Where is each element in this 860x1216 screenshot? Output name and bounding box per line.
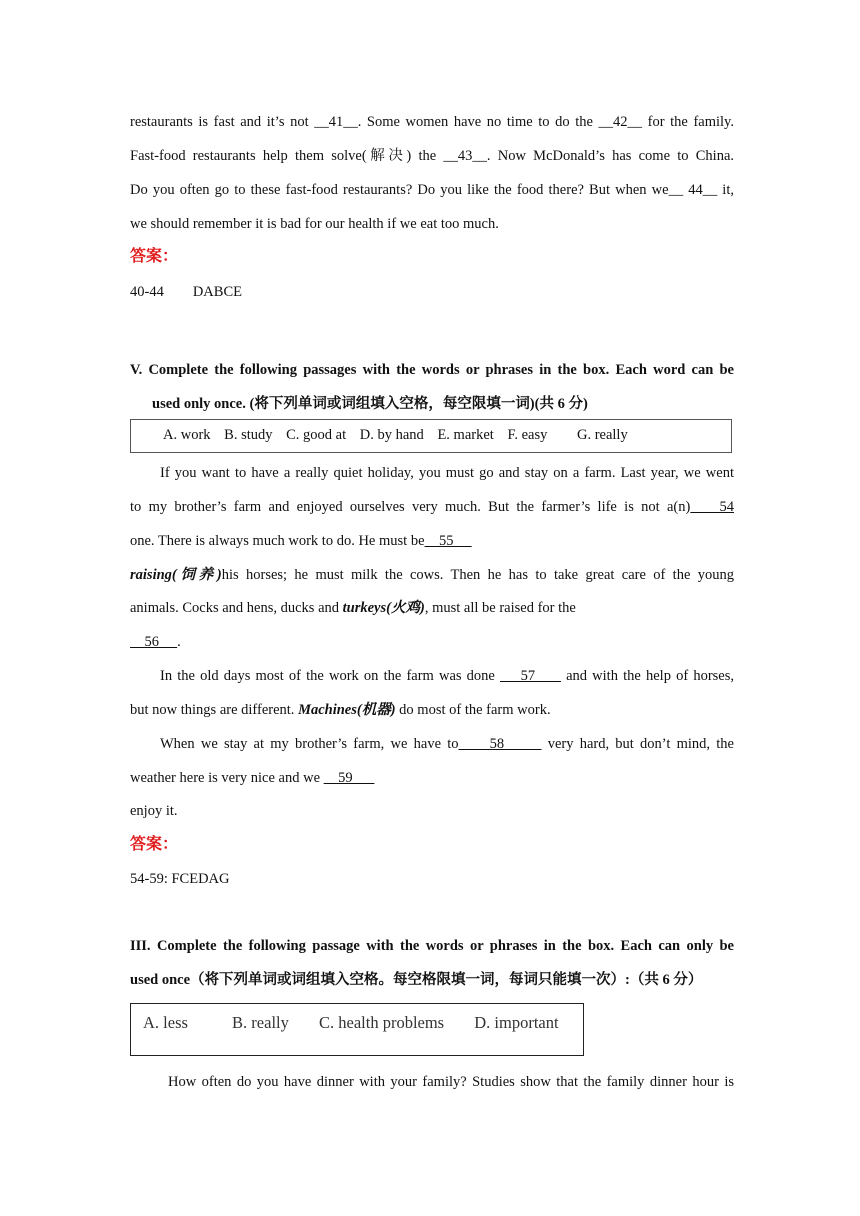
answer-label: 答案： [130, 246, 179, 265]
blank-54: 54 [690, 499, 735, 515]
section-v-instruction-line1: V. Complete the following passages with the words or phrases in the box. Each word can be [130, 362, 734, 378]
passage2-line11: enjoy it. [130, 803, 178, 819]
passage1-line4: we should remember it is bad for our health if we eat too much. [130, 216, 499, 232]
passage2-line3: one. There is always much work to do. He must be 55 [130, 533, 472, 549]
answer-text: 54-59: FCEDAG [130, 871, 230, 887]
section-v-instruction-line2: used only once. (将下列单词或词组填入空格，每空限填一词)(共 6 分) [152, 396, 588, 412]
passage2-line1: If you want to have a really quiet holiday, you must go and stay on a farm. Last year, we went [160, 465, 734, 481]
passage2-line7: In the old days most of the work on the farm was done 57 and with the help of horses, [160, 668, 735, 684]
section-iii-instruction-line2: used once（将下列单词或词组填入空格。每空格限填一词，每词只能填一次）:（共 6 分） [130, 972, 703, 988]
word-option: C. good at [286, 427, 347, 443]
section-iii-instruction-line1: III. Complete the following passage with the words or phrases in the box. Each can only be [130, 938, 734, 954]
passage2-line10: weather here is very nice and we 59 [130, 770, 375, 786]
word-option: D. by hand [359, 427, 424, 443]
blank-55: 55 [424, 533, 472, 549]
word-option: C. health problems [319, 1013, 445, 1032]
word-option: D. important [474, 1013, 559, 1032]
passage2-line6: 56 . [130, 634, 181, 650]
blank-57: 57 [500, 668, 561, 684]
passage1-line3: Do you often go to these fast-food restaurants? Do you like the food there? But when we__ 44__ it, [130, 182, 734, 198]
answer-label: 答案： [130, 834, 179, 853]
blank-56: 56 [130, 634, 178, 650]
passage2-line9: When we stay at my brother’s farm, we have to 58 very hard, but don’t mind, the [160, 736, 734, 752]
word-option: A. work [163, 427, 211, 443]
blank-58: 58 [458, 736, 542, 752]
word-option: A. less [143, 1013, 188, 1032]
answer-text: 40-44 DABCE [130, 284, 242, 300]
passage1-line2: Fast-food restaurants help them solve(解决) the __43__. Now McDonald’s has come to China. [130, 148, 734, 164]
word-box [130, 1003, 584, 1056]
word-option: B. study [224, 427, 273, 443]
word-option: E. market [437, 427, 494, 443]
passage1-line1: restaurants is fast and it’s not __41__. Some women have no time to do the __42__ for the family. [130, 114, 734, 130]
word-box [130, 419, 732, 453]
passage3-line1: How often do you have dinner with your family? Studies show that the family dinner hour is [168, 1074, 734, 1090]
word-option: B. really [232, 1013, 289, 1032]
passage2-line2: to my brother’s farm and enjoyed ourselves very much. But the farmer’s life is not a(n) 54 [130, 499, 735, 515]
blank-59: 59 [323, 770, 375, 786]
word-option: F. easy [507, 427, 548, 443]
word-option: G. really [576, 427, 628, 443]
passage2-line4: raising(饲养)his horses; he must milk the cows. Then he has to take great care of the young [130, 567, 734, 583]
passage2-line8: but now things are different. Machines(机器) do most of the farm work. [130, 702, 551, 718]
passage2-line5: animals. Cocks and hens, ducks and turkeys(火鸡), must all be raised for the [130, 600, 576, 616]
